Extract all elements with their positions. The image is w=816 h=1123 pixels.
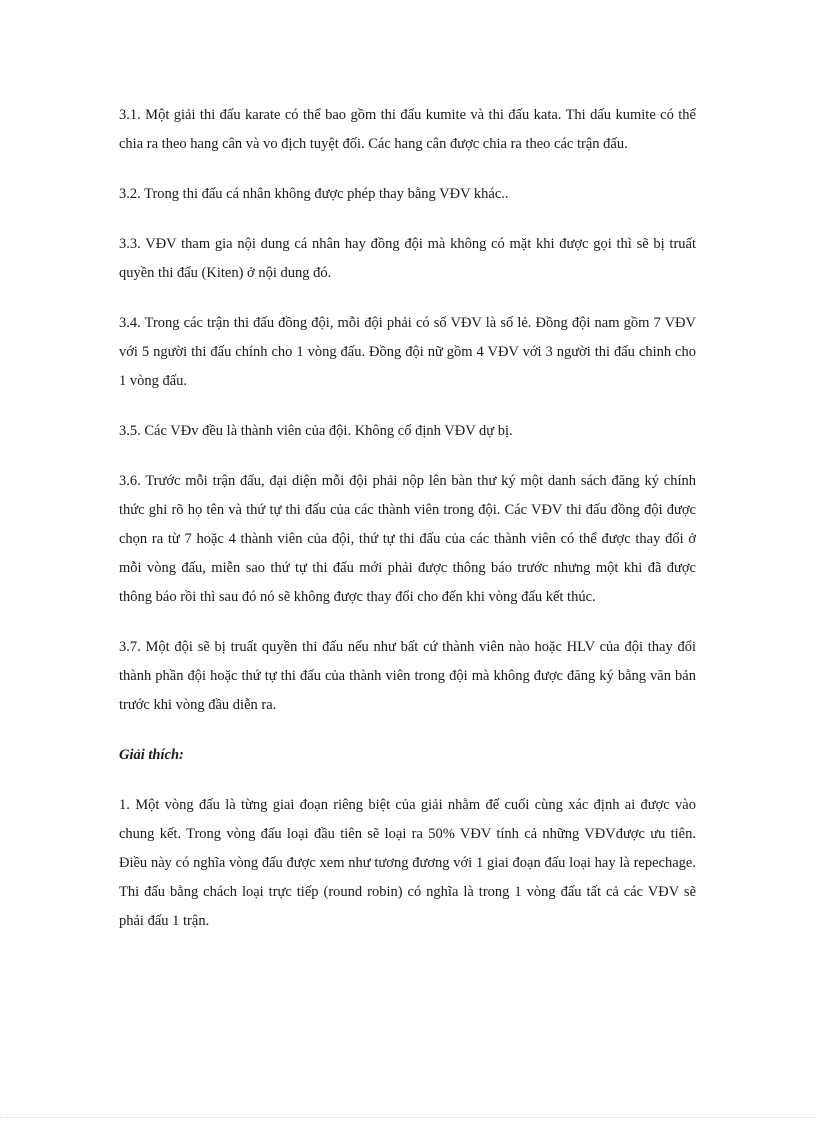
paragraph-3-4: 3.4. Trong các trận thi đấu đồng đội, mỗi đội phải có số VĐV là số lẻ. Đồng đội nam gồm 7 VĐV với 5 người thi đấu chính cho 1 vòng đấu. Đồng đội nữ gồm 4 VĐV với 3 người thi đấu chinh cho 1 vòng đấu. — [119, 315, 696, 389]
explanation-heading: Giải thích: — [119, 747, 184, 763]
page-bottom-divider — [0, 1117, 816, 1118]
document-body — [119, 101, 696, 957]
paragraph-3-3: 3.3. VĐV tham gia nội dung cá nhân hay đồng đội mà không có mặt khi được gọi thì sẽ bị truất quyền thi đấu (Kiten) ở nội dung đó. — [119, 236, 696, 281]
explanation-paragraph-1: 1. Một vòng đấu là từng giai đoạn riêng biệt của giải nhằm để cuối cùng xác định ai được vào chung kết. Trong vòng đấu loại đầu tiên sẽ loại ra 50% VĐV tính cả những VĐVđược ưu tiên. Điều này có nghĩa vòng đấu được xem như tương đương với 1 giai đoạn đấu loại hay là repechage. Thi đấu bằng chách loại trực tiếp (round robin) có nghĩa là trong 1 vòng đấu tất cả các VĐV sẽ phải đấu 1 trận. — [119, 797, 696, 929]
paragraph-3-5: 3.5. Các VĐv đều là thành viên của đội. Không cố định VĐV dự bị. — [119, 423, 513, 439]
paragraph-3-1: 3.1. Một giải thi đấu karate có thể bao gồm thi đấu kumite và thi đấu kata. Thi dấu kumite có thể chia ra theo hang cân và vo địch tuyệt đối. Các hang cân được chia ra theo các trận đấu. — [119, 107, 696, 152]
paragraph-3-2: 3.2. Trong thi đấu cá nhân không được phép thay bằng VĐV khác.. — [119, 186, 509, 202]
paragraph-3-6: 3.6. Trước mỗi trận đấu, đại diện mỗi đội phải nộp lên bàn thư ký một danh sách đăng ký chính thức ghi rõ họ tên và thứ tự thi đấu của các thành viên trong đội. Các VĐV thi đấu đồng đội được chọn ra từ 7 hoặc 4 thành viên của đội, thứ tự thi đấu của các thành viên có thể được thay đổi ở mỗi vòng đấu, miễn sao thứ tự thi đấu mới phải được thông báo trước nhưng một khi đã được thông báo rồi thì sau đó nó sẽ không được thay đổi cho đến khi vòng đấu kết thúc. — [119, 473, 696, 605]
paragraph-3-7: 3.7. Một đội sẽ bị truất quyền thi đấu nếu như bất cứ thành viên nào hoặc HLV của đội thay đổi thành phần đội hoặc thứ tự thi đấu của thành viên trong đội mà không được đăng ký bằng văn bản trước khi vòng đầu diễn ra. — [119, 639, 696, 713]
